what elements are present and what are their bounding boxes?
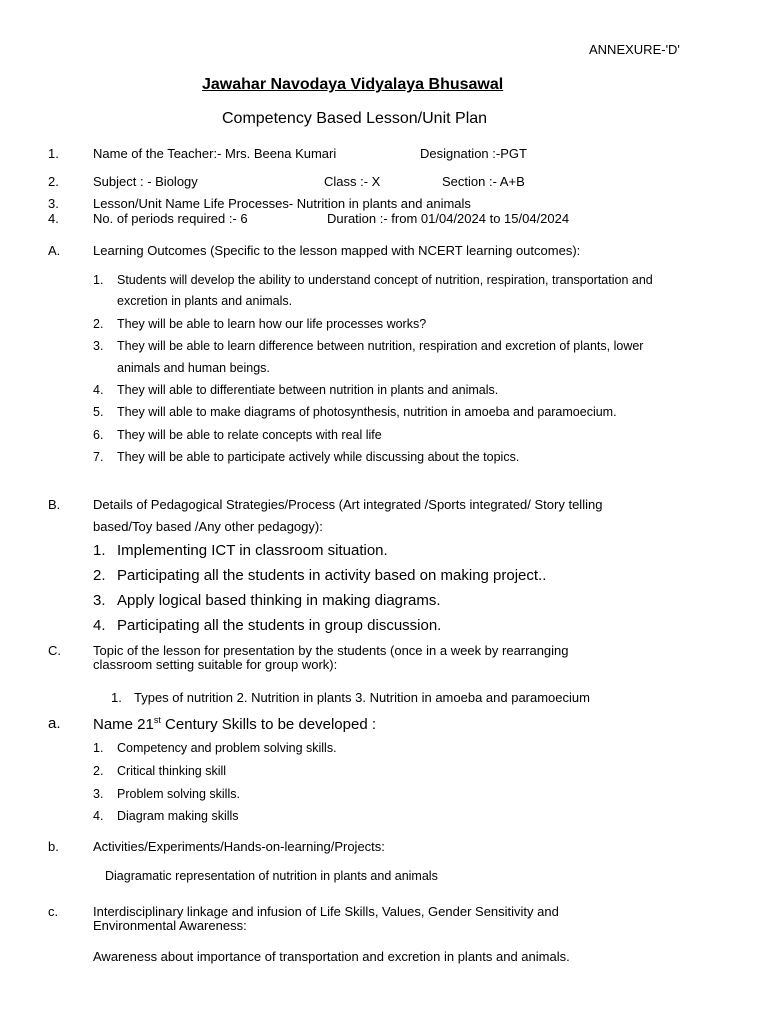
- teacher-name: Name of the Teacher:- Mrs. Beena Kumari: [93, 146, 337, 161]
- item-number: 3.: [93, 592, 106, 609]
- activities-body: Diagramatic representation of nutrition in plants and animals: [105, 869, 438, 883]
- item-number: 1.: [93, 741, 104, 755]
- item-text: Apply logical based thinking in making diagrams.: [117, 592, 441, 609]
- skills-heading-post: Century Skills to be developed :: [160, 716, 377, 733]
- linkage-body: Awareness about importance of transportation and excretion in plants and animals.: [93, 949, 570, 964]
- section-b-heading: based/Toy based /Any other pedagogy):: [93, 519, 323, 534]
- periods: No. of periods required :- 6: [93, 211, 248, 226]
- section-a-heading: Learning Outcomes (Specific to the lesson mapped with NCERT learning outcomes):: [93, 243, 581, 258]
- info-number: 2.: [48, 174, 59, 189]
- item-number: 1.: [93, 273, 104, 287]
- item-number: 3.: [93, 339, 104, 353]
- item-number: 7.: [93, 450, 104, 464]
- item-text: They will able to make diagrams of photosynthesis, nutrition in amoeba and paramoecium.: [117, 405, 617, 419]
- item-number: 4.: [93, 617, 106, 634]
- item-number: 5.: [93, 405, 104, 419]
- skills-heading-pre: Name 21: [93, 716, 154, 733]
- section: Section :- A+B: [442, 174, 525, 189]
- item-number: 2.: [93, 764, 104, 778]
- section-c-heading: Topic of the lesson for presentation by the students (once in a week by rearranging: [93, 643, 569, 658]
- item-text: They will be able to participate actively while discussing about the topics.: [117, 450, 520, 464]
- linkage-heading: Interdisciplinary linkage and infusion of Life Skills, Values, Gender Sensitivity and: [93, 904, 559, 919]
- section-c-label: C.: [48, 643, 61, 658]
- annexure-label: ANNEXURE-'D': [589, 42, 680, 57]
- lesson-name: Lesson/Unit Name Life Processes- Nutrition in plants and animals: [93, 196, 471, 211]
- item-number: 4.: [93, 809, 104, 823]
- item-text: Competency and problem solving skills.: [117, 741, 337, 755]
- item-text: They will be able to relate concepts with real life: [117, 428, 382, 442]
- item-text: Students will develop the ability to understand concept of nutrition, respiration, transportation and: [117, 273, 653, 287]
- linkage-heading: Environmental Awareness:: [93, 918, 247, 933]
- info-number: 1.: [48, 146, 59, 161]
- item-text: They will be able to learn how our life processes works?: [117, 317, 427, 331]
- school-name: Jawahar Navodaya Vidyalaya Bhusawal: [202, 76, 504, 93]
- item-text: Problem solving skills.: [117, 787, 240, 801]
- item-number: 3.: [93, 787, 104, 801]
- item-number: 2.: [93, 567, 106, 584]
- item-number: 1.: [93, 542, 106, 559]
- section-a-small-label: a.: [48, 715, 61, 732]
- topic-number: 1.: [111, 690, 122, 705]
- item-text: Critical thinking skill: [117, 764, 227, 778]
- item-text: Diagram making skills: [117, 809, 239, 823]
- section-b-label: B.: [48, 497, 61, 512]
- item-text: Participating all the students in group discussion.: [117, 617, 442, 634]
- plan-title: Competency Based Lesson/Unit Plan: [222, 110, 488, 127]
- designation: Designation :-PGT: [420, 146, 527, 161]
- item-text: excretion in plants and animals.: [117, 294, 293, 308]
- subject: Subject : - Biology: [93, 174, 198, 189]
- activities-heading: Activities/Experiments/Hands-on-learning/Projects:: [93, 839, 385, 854]
- info-number: 4.: [48, 211, 59, 226]
- skills-heading: [93, 715, 376, 733]
- section-a-label: A.: [48, 243, 61, 258]
- section-c-heading: classroom setting suitable for group work):: [93, 657, 338, 672]
- item-text: They will able to differentiate between nutrition in plants and animals.: [117, 383, 499, 397]
- item-text: Participating all the students in activity based on making project..: [117, 567, 547, 584]
- item-text: They will be able to learn difference between nutrition, respiration and excretion of plants, lower: [117, 339, 644, 353]
- item-text: animals and human beings.: [117, 361, 270, 375]
- item-number: 4.: [93, 383, 104, 397]
- section-b-heading: Details of Pedagogical Strategies/Process (Art integrated /Sports integrated/ Story telling: [93, 497, 603, 512]
- item-number: 2.: [93, 317, 104, 331]
- duration: Duration :- from 01/04/2024 to 15/04/2024: [327, 211, 570, 226]
- topic-text: Types of nutrition 2. Nutrition in plants 3. Nutrition in amoeba and paramoecium: [134, 690, 590, 705]
- section-b-small-label: b.: [48, 839, 59, 854]
- item-text: Implementing ICT in classroom situation.: [117, 542, 388, 559]
- section-c-small-label: c.: [48, 904, 59, 919]
- item-number: 6.: [93, 428, 104, 442]
- info-number: 3.: [48, 196, 59, 211]
- class: Class :- X: [324, 174, 381, 189]
- skills-heading-sup: st: [153, 715, 161, 725]
